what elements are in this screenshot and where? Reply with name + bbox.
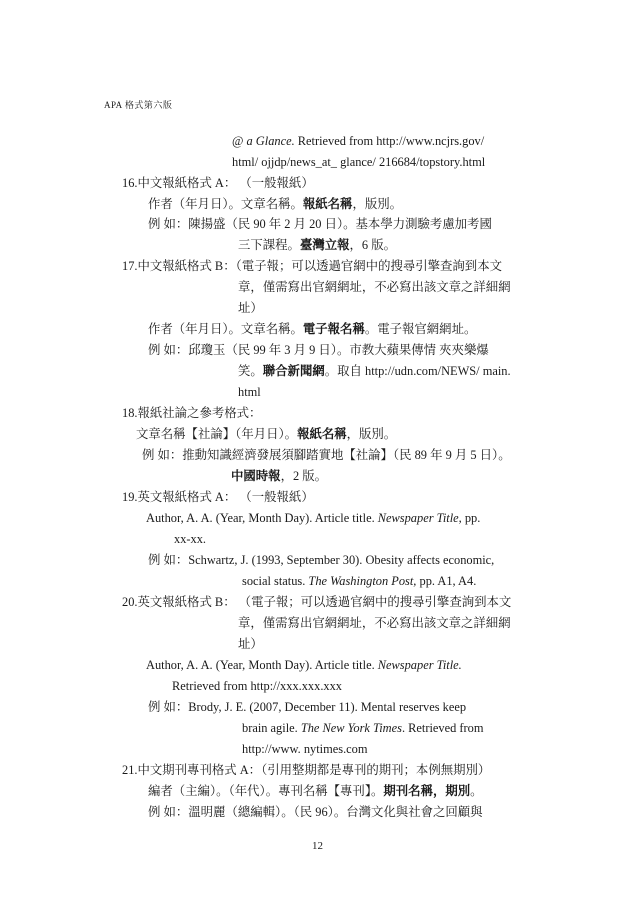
example-continuation: html: [238, 385, 261, 399]
example-line: 例 如：陳揚盛（民 90 年 2 月 20 日）。基本學力測驗考慮加考國: [148, 217, 492, 231]
reference-line: html/ ojjdp/news_at_ glance/ 216684/topstory.html: [232, 155, 486, 169]
section-heading-19: 19.英文報紙格式 A： （一般報紙）: [122, 490, 314, 504]
example-line: 例 如：Schwartz, J. (1993, September 30). Obesity affects economic,: [148, 553, 495, 567]
section-heading-continuation: 址）: [238, 637, 263, 651]
format-template: 作者（年月日）。文章名稱。報紙名稱，版別。: [148, 197, 403, 211]
running-header: APA 格式第六版: [104, 100, 173, 110]
section-heading-20: 20.英文報紙格式 B： （電子報；可以透過官網中的搜尋引擎查詢到本文: [122, 595, 512, 609]
format-template: Author, A. A. (Year, Month Day). Article title. Newspaper Title, pp.: [146, 511, 481, 525]
format-template-continuation: xx-xx.: [174, 532, 207, 546]
section-heading-16: 16.中文報紙格式 A： （一般報紙）: [122, 176, 314, 190]
example-continuation: 三下課程。臺灣立報，6 版。: [238, 238, 396, 252]
reference-line: @ a Glance. Retrieved from http://www.ncjrs.gov/: [232, 134, 485, 148]
example-continuation: brain agile. The New York Times. Retrieved from: [242, 721, 484, 735]
example-continuation: social status. The Washington Post, pp. A1, A4.: [242, 574, 477, 588]
format-template: Author, A. A. (Year, Month Day). Article title. Newspaper Title.: [146, 658, 462, 672]
section-heading-18: 18.報紙社論之參考格式：: [122, 406, 262, 420]
example-line: 例 如：推動知識經濟發展須腳踏實地【社論】（民 89 年 9 月 5 日）。: [142, 448, 511, 462]
format-template: 文章名稱【社論】（年月日）。報紙名稱，版別。: [136, 427, 397, 441]
section-heading-continuation: 章，僅需寫出官網網址，不必寫出該文章之詳細網: [238, 280, 511, 294]
example-continuation: 中國時報，2 版。: [231, 469, 328, 483]
section-heading-17: 17.中文報紙格式 B：（電子報；可以透過官網中的搜尋引擎查詢到本文: [122, 259, 502, 273]
section-heading-continuation: 章，僅需寫出官網網址，不必寫出該文章之詳細網: [238, 616, 511, 630]
example-continuation: 笑。聯合新聞網。取自 http://udn.com/NEWS/ main.: [238, 364, 511, 378]
example-line: 例 如：邱瓊玉（民 99 年 3 月 9 日）。市教大蘋果傳情 夾夾樂爆: [148, 343, 489, 357]
format-template: 作者（年月日）。文章名稱。電子報名稱。電子報官網網址。: [148, 322, 477, 336]
section-heading-21: 21.中文期刊專刊格式 A：（引用整期都是專刊的期刊；本例無期別）: [122, 763, 491, 777]
page-number: 12: [312, 840, 323, 852]
section-heading-continuation: 址）: [238, 301, 263, 315]
example-line: 例 如：溫明麗（總編輯）。（民 96）。台灣文化與社會之回顧與: [148, 805, 483, 819]
example-continuation: http://www. nytimes.com: [242, 742, 368, 756]
format-template: 編者（主編）。（年代）。專刊名稱【專刊】。期刊名稱，期別。: [148, 784, 483, 798]
example-line: 例 如：Brody, J. E. (2007, December 11). Mental reserves keep: [148, 700, 467, 714]
format-template-continuation: Retrieved from http://xxx.xxx.xxx: [172, 679, 343, 693]
